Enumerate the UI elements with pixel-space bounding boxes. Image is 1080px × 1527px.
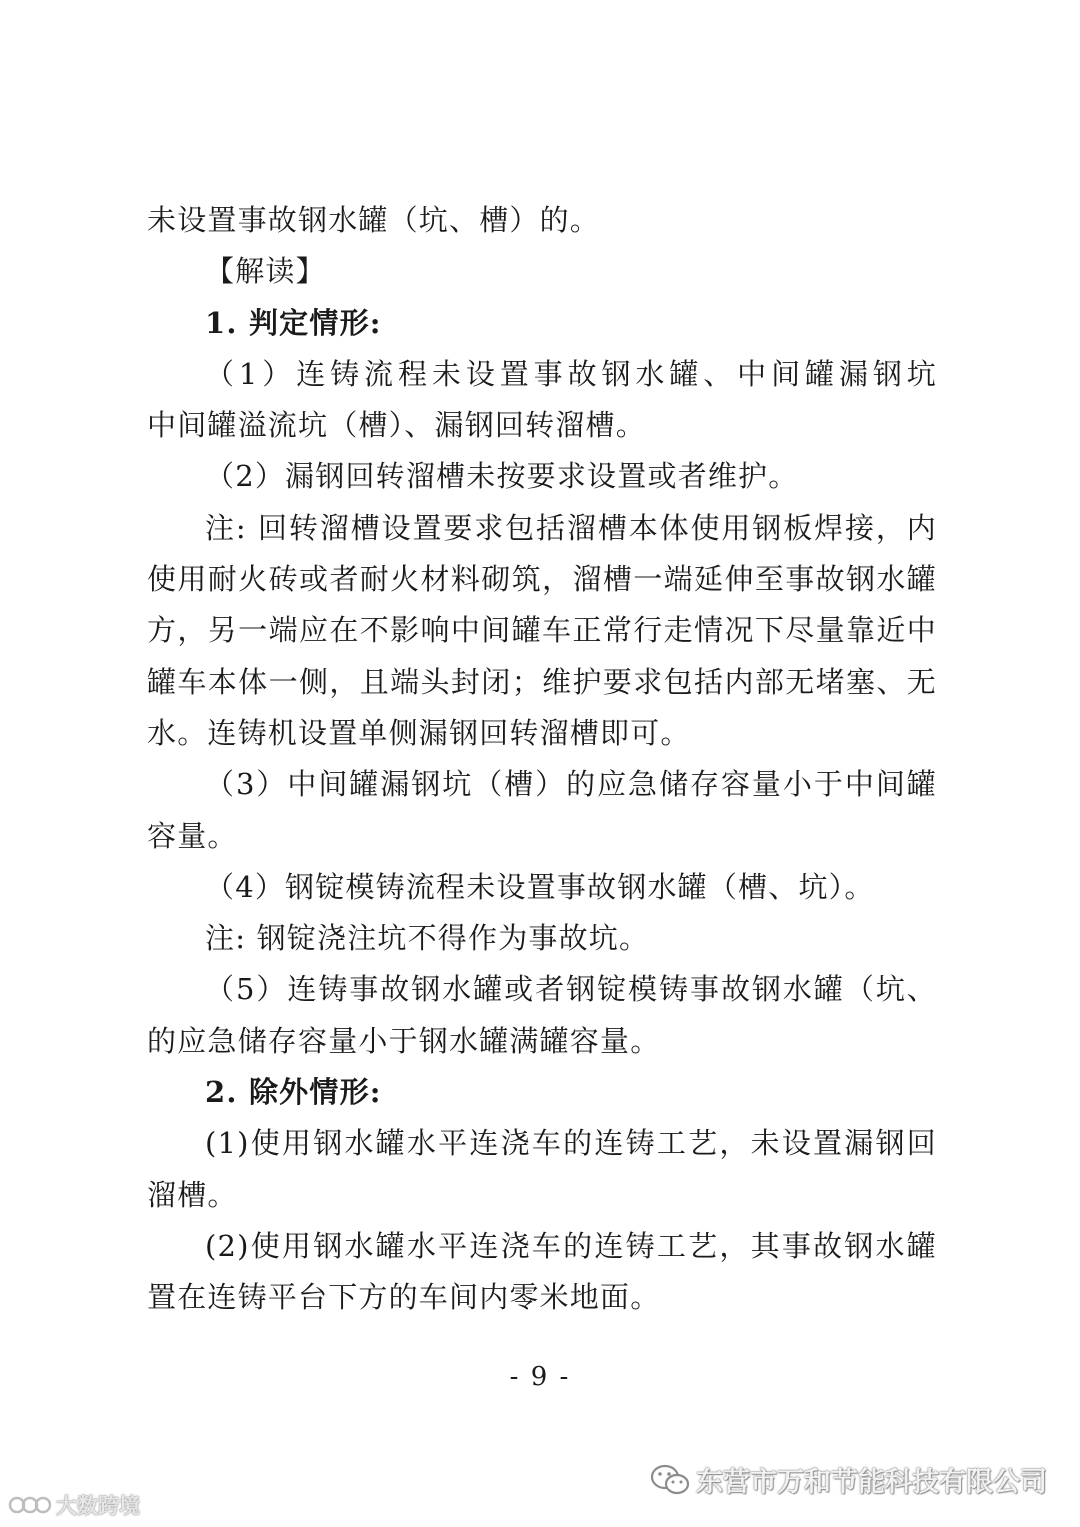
watermark-right [650, 1460, 1047, 1499]
text-line: （4）钢锭模铸流程未设置事故钢水罐（槽、坑）。 [205, 869, 875, 904]
text-line: 溜槽。 [147, 1177, 238, 1212]
text-line: 容量。 [147, 818, 238, 853]
text-line: 方，另一端应在不影响中间罐车正常行走情况下尽量靠近中 [147, 613, 937, 648]
text-line: 的应急储存容量小于钢水罐满罐容量。 [147, 1023, 661, 1058]
text-line: （2）漏钢回转溜槽未按要求设置或者维护。 [205, 459, 799, 494]
text-line: 中间罐溢流坑（槽）、漏钢回转溜槽。 [147, 408, 646, 443]
watermark-left [8, 1490, 140, 1520]
wechat-icon [650, 1463, 690, 1497]
text-line: (1)使用钢水罐水平连浇车的连铸工艺，未设置漏钢回 [205, 1126, 937, 1161]
subheading-determination: 1. 判定情形: [205, 305, 382, 340]
brand-logo-icon [8, 1494, 52, 1516]
text-line: 罐车本体一侧，且端头封闭；维护要求包括内部无堵塞、无 [147, 664, 937, 699]
text-line: (2)使用钢水罐水平连浇车的连铸工艺，其事故钢水罐 [205, 1228, 937, 1263]
watermark-left-text: 大数跨境 [56, 1494, 140, 1518]
text-line: （5）连铸事故钢水罐或者钢锭模铸事故钢水罐（坑、 [205, 972, 937, 1007]
note-line: 注: 钢锭浇注坑不得作为事故坑。 [205, 921, 650, 956]
text-line: （3）中间罐漏钢坑（槽）的应急储存容量小于中间罐 [205, 767, 937, 802]
text-line: 水。连铸机设置单侧漏钢回转溜槽即可。 [147, 715, 691, 750]
document-body [147, 195, 937, 1324]
page-number: - 9 - [509, 1362, 571, 1392]
text-line: 置在连铸平台下方的车间内零米地面。 [147, 1280, 661, 1315]
section-heading-interpretation: 【解读】 [205, 254, 326, 289]
watermark-right-text: 东营市万和节能科技有限公司 [696, 1467, 1047, 1498]
text-line: （1）连铸流程未设置事故钢水罐、中间罐漏钢坑 [205, 356, 937, 391]
text-line: 使用耐火砖或者耐火材料砌筑，溜槽一端延伸至事故钢水罐 [147, 562, 937, 597]
subheading-exceptions: 2. 除外情形: [205, 1075, 382, 1110]
text-line: 未设置事故钢水罐（坑、槽）的。 [147, 203, 601, 237]
note-line: 注: 回转溜槽设置要求包括溜槽本体使用钢板焊接，内 [205, 510, 937, 545]
